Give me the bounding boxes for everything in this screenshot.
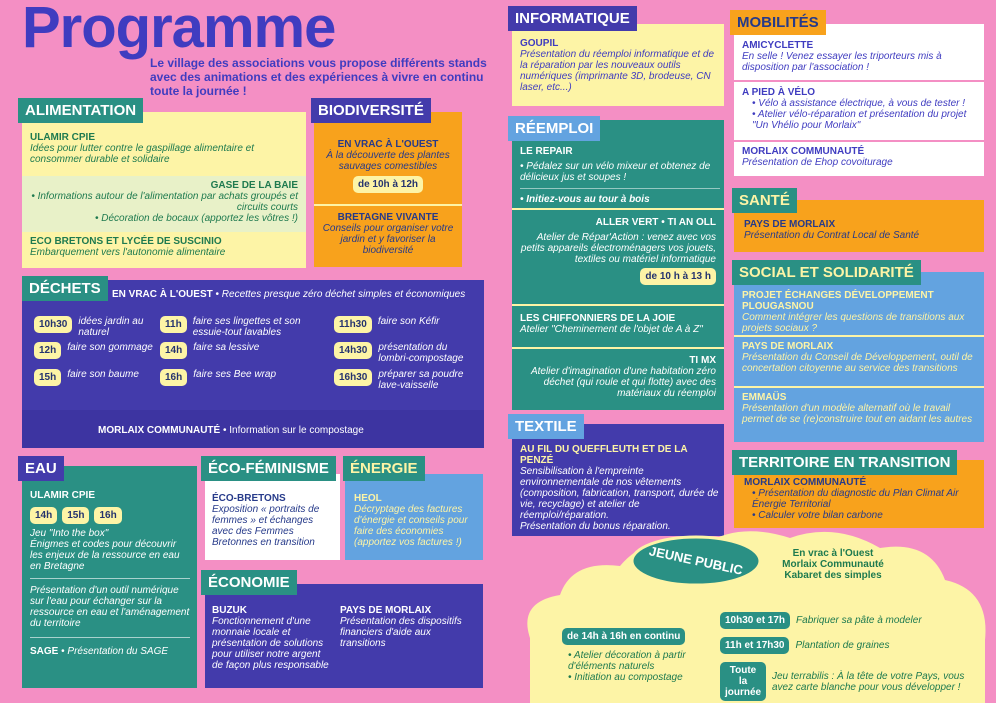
org-name: EN VRAC À L'OUEST [337,139,439,150]
dechets-slot [160,369,328,386]
activity-label: préparer sa poudre lave-vaisselle [378,369,464,391]
item: Informations autour de l'alimentation par achats groupés et circuits courts [37,191,298,213]
org-desc: Présentation du bonus réparation. [520,521,671,532]
jeune-public-left [562,626,712,683]
org-desc: Présentation de Ehop covoiturage [742,157,893,168]
alimentation-block-1 [30,132,300,165]
social-block-1 [742,290,978,334]
org-name: AU FIL DU QUEFFLEUTH ET DE LA PENZÉ [520,444,688,466]
org-desc: À la découverte des plantes sauvages comestibles [326,150,450,172]
eau-outil: Présentation d'un outil numérique sur l'eau pour échanger sur la ressource en eau et l'aménagement du territoire [30,585,190,629]
economie-tab: ÉCONOMIE [201,570,297,595]
dechets-tab: DÉCHETS [22,276,108,301]
org-desc: Présentation des dispositifs financiers d'aide aux transitions [340,616,462,649]
alimentation-block-3 [30,236,300,258]
biodiversite-block-1 [318,139,458,193]
biodiversite-block-2 [318,212,458,256]
energie-tab: ÉNERGIE [343,456,425,481]
time-badge: 11h [160,316,187,333]
org-name: SAGE [30,646,59,657]
reemploi-block-2 [520,217,716,285]
activity-label: faire sa lessive [193,342,260,353]
time-badge: 16h [160,369,187,386]
reemploi-block-1 [520,146,720,205]
biodiversite-divider [314,204,462,206]
org-name: ULAMIR CPIE [30,490,95,501]
org-name: GASE DE LA BAIE [210,180,298,191]
reemploi-tab: RÉEMPLOI [508,116,600,141]
eau-sage: SAGE • Présentation du SAGE [30,646,169,657]
jeune-row [720,662,990,701]
org-desc: Recettes presque zéro déchet simples et économiques [221,289,466,300]
org-desc: Comment intégrer les questions de transitions aux projets sociaux ? [742,312,965,334]
reemploi-divider-2 [512,304,724,306]
informatique-content [520,38,720,93]
time-badge: 14h [160,342,187,359]
org-name: PAYS DE MORLAIX [340,605,432,616]
activity-label: faire son Kéfir [377,316,440,327]
ecofeminisme-tab: ÉCO-FÉMINISME [201,456,336,481]
org-name: EMMAÜS [742,392,787,403]
org-name: MORLAIX COMMUNAUTÉ [742,146,865,157]
org-desc: Présentation du réemploi informatique et de la réparation par les nouveaux outils numériques (imprimante 3D, brodeuse, CN laser, etc...) [520,49,715,93]
jeune-row [720,637,990,654]
time-badge: 10h30 et 17h [720,612,790,629]
alimentation-tab: ALIMENTATION [18,98,143,123]
dechets-slot [160,342,328,359]
org-desc: Information sur le compostage [229,425,364,436]
activity-label: présentation du lombri-compostage [378,342,464,364]
org-name: Kabaret des simples [784,570,882,581]
org-name: HEOL [354,493,382,504]
org-name: BUZUK [212,605,247,616]
textile-content [520,444,720,532]
reemploi-block-3 [520,313,720,335]
org-desc: Embarquement vers l'autonomie alimentaire [30,247,226,258]
org-desc: Atelier d'imagination d'une habitation zéro déchet (qui roule et qui flotte) avec des matériaux du réemploi [530,366,716,399]
activity-label: idées jardin au naturel [78,316,144,338]
divider [520,188,720,189]
ecofeminisme-content [212,493,337,548]
sante-tab: SANTÉ [732,188,797,213]
activity-label: faire son gommage [67,342,153,353]
jeune-public-right [720,612,990,701]
org-name: PROJET ÉCHANGES DÉVELOPPEMENT PLOUGASNOU [742,290,934,312]
time-badge: 14h30 [334,342,372,359]
org-name: GOUPIL [520,38,559,49]
social-block-2 [742,341,978,374]
dechets-slot [334,342,474,364]
time-badge: 11h et 17h30 [720,637,789,654]
page-subtitle: Le village des associations vous propose différents stands avec des animations et des expériences à vivre en continu toute la journée ! [150,56,487,98]
org-name: PAYS DE MORLAIX [742,341,834,352]
org-desc: En selle ! Venez essayer les triporteurs mis à disposition par l'association ! [742,51,942,73]
time-badge: Toute la journée [720,662,766,701]
alimentation-block-2 [22,176,306,232]
org-name: MORLAIX COMMUNAUTÉ [744,477,867,488]
org-desc: Atelier de Répar'Action : venez avec vos petits appareils électroménagers vos jouets, textiles ou matériel informatique [520,232,716,265]
mobilites-block-3 [742,146,978,168]
dechets-slot [160,316,328,338]
time-badge: de 10 h à 13 h [640,268,716,285]
activity-label: faire ses lingettes et son essuie-tout lavables [192,316,301,338]
social-tab: SOCIAL ET SOLIDARITÉ [732,260,921,285]
divider [30,578,190,579]
item: • Vélo à assistance électrique, à vous de tester ! [752,98,966,109]
org-desc: Présentation du SAGE [67,646,169,657]
page-title: Programme [22,0,336,60]
org-name: TI MX [689,355,716,366]
territoire-tab: TERRITOIRE EN TRANSITION [732,450,957,475]
time-badge: 16h [94,507,121,524]
eau-jeu-desc: Énigmes et codes pour découvrir les enjeux de la ressource en eau en Bretagne [30,539,180,572]
jeune-public-title: JEUNE PUBLIC [647,543,745,578]
economie-block-2 [340,605,478,649]
time-badge: 10h30 [34,316,72,333]
mobilites-divider-2 [734,140,984,142]
org-name: MORLAIX COMMUNAUTÉ [98,425,221,436]
activity-label: faire ses Bee wrap [193,369,277,380]
dechets-footer: MORLAIX COMMUNAUTÉ • Information sur le compostage [98,425,364,436]
item: Jeu terrabilis : À la tête de votre Pays, vous avez carte blanche pour vous développer ! [772,670,965,693]
item: • Calculer votre bilan carbone [752,510,883,521]
time-badge: 16h30 [334,369,372,386]
mobilites-tab: MOBILITÉS [730,10,826,35]
item: • Atelier vélo-réparation et présentation du projet "Un Vhélio pour Morlaix" [752,109,967,131]
org-desc: Présentation du Contrat Local de Santé [744,230,920,241]
item: • Présentation du diagnostic du Plan Climat Air Énergie Territorial [752,488,959,510]
item: • Atelier décoration à partir d'éléments naturels [568,650,712,672]
time-badge: 15h [34,369,61,386]
divider [30,637,190,638]
energie-content [354,493,479,548]
org-name: BRETAGNE VIVANTE [337,212,439,223]
mobilites-block-2 [742,87,978,131]
mobilites-divider-1 [734,80,984,82]
informatique-tab: INFORMATIQUE [508,6,637,31]
dechets-slot [334,369,474,391]
activity-label: faire son baume [67,369,139,380]
item: • Initiation au compostage [568,672,712,683]
jeune-public-orgs [768,548,898,581]
biodiversite-tab: BIODIVERSITÉ [311,98,431,123]
org-name: LE REPAIR [520,146,573,157]
time-badge: 14h [30,507,57,524]
mobilites-block-1 [742,40,978,73]
social-divider-1 [734,335,984,337]
time-badge: de 14h à 16h en continu [562,628,685,645]
org-name: ECO BRETONS ET LYCÉE DE SUSCINIO [30,236,222,247]
dechets-slot [34,369,154,386]
jeune-row [720,612,990,629]
org-name: PAYS DE MORLAIX [744,219,836,230]
dechets-slot [334,316,474,333]
org-name: En vrac à l'Ouest [792,548,874,559]
org-desc: Idées pour lutter contre le gaspillage alimentaire et consommer durable et solidaire [30,143,255,165]
org-desc: • Informations autour de l'alimentation par achats groupés et circuits courts [31,191,298,213]
reemploi-divider-1 [512,208,724,210]
eau-content [30,490,190,657]
org-desc: Fonctionnement d'une monnaie locale et présentation de solutions pour utiliser notre argent de façon plus responsable [212,616,329,671]
time-badge: 11h30 [334,316,372,333]
org-name: ALLER VERT • TI AN OLL [595,217,716,228]
eau-jeu: Jeu "Into the box" [30,528,109,539]
org-name: EN VRAC À L'OUEST [112,289,213,300]
org-desc: Conseils pour organiser votre jardin et y favoriser la biodiversité [322,223,454,256]
org-desc: Présentation du Conseil de Développement, outil de concertation citoyenne au service des transitions [742,352,973,374]
org-name: LES CHIFFONNIERS DE LA JOIE [520,313,676,324]
dechets-header: EN VRAC À L'OUEST • Recettes presque zéro déchet simples et économiques [112,289,466,300]
item: • Initiez-vous au tour à bois [520,194,650,205]
item: • Pédalez sur un vélo mixeur et obtenez de délicieux jus et soupes ! [520,161,711,183]
dechets-slot [34,316,154,338]
eau-tab: EAU [18,456,64,481]
social-divider-2 [734,386,984,388]
org-desc: Décryptage des factures d'énergie et conseils pour faire des économies (apportez vos factures !) [354,504,468,548]
dechets-slot [34,342,154,359]
economie-block-1 [212,605,330,671]
time-badge: 12h [34,342,61,359]
reemploi-block-4 [520,355,716,399]
org-name: AMICYCLETTE [742,40,814,51]
textile-tab: TEXTILE [508,414,584,439]
org-name: ULAMIR CPIE [30,132,95,143]
org-name: A PIED À VÉLO [742,87,815,98]
sante-content [744,219,980,241]
territoire-content [744,477,980,521]
social-block-3 [742,392,978,425]
item: Décoration de bocaux (apportez les vôtres !) [101,213,298,224]
org-desc: • Décoration de bocaux (apportez les vôtres !) [94,213,298,224]
time-badge: de 10h à 12h [353,176,423,193]
org-desc: Exposition « portraits de femmes » et échanges avec des Femmes Bretonnes en transition [212,504,320,548]
org-name: ÉCO-BRETONS [212,493,286,504]
org-name: Morlaix Communauté [782,559,884,570]
org-desc: Sensibilisation à l'empreinte environnementale de nos vêtements (composition, fabrication, transport, durée de vie, recyclage) et atelier de réemploi/réparation. [520,466,719,521]
time-badge: 15h [62,507,89,524]
eau-times [30,507,190,524]
org-desc: Présentation d'un modèle alternatif où le travail permet de se (re)construire tout en aidant les autres [742,403,973,425]
reemploi-divider-3 [512,347,724,349]
item: Plantation de graines [795,640,890,651]
item: Fabriquer sa pâte à modeler [796,615,922,626]
org-desc: Atelier "Cheminement de l'objet de A à Z" [520,324,703,335]
